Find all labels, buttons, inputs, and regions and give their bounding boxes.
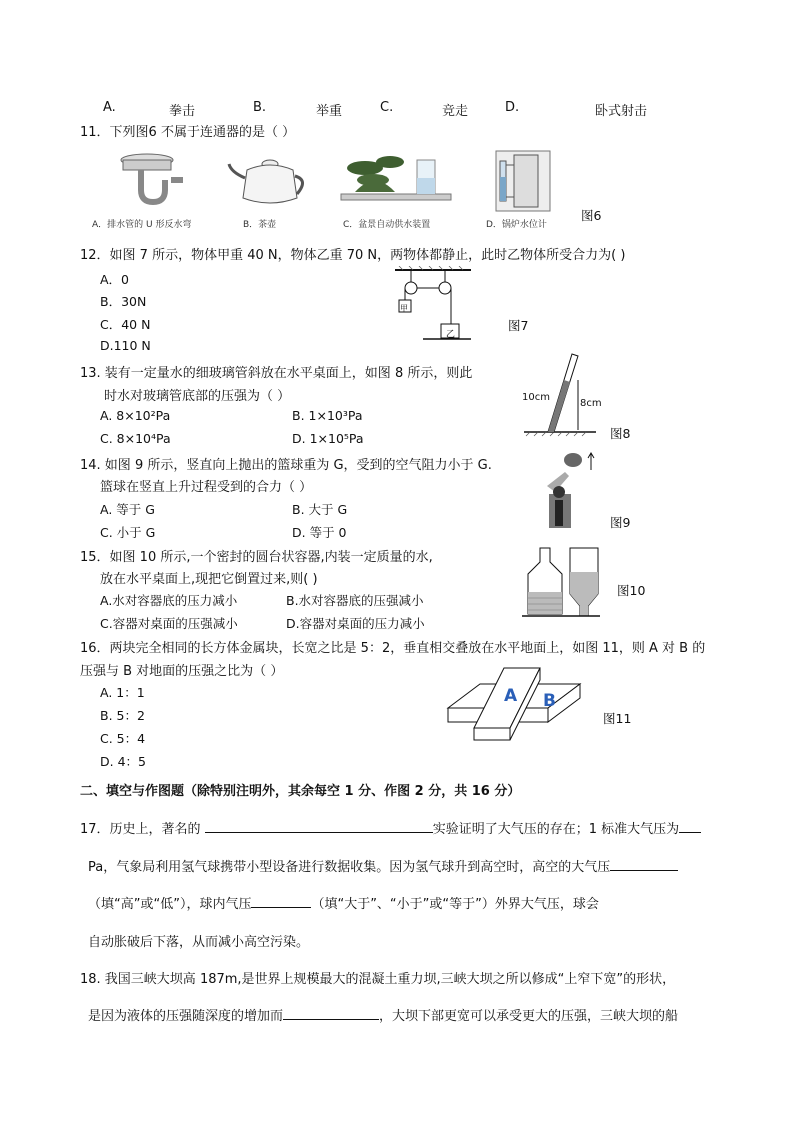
q17-blank-atm-pressure[interactable] xyxy=(679,818,701,833)
q12-stem: 12．如图 7 所示，物体甲重 40 N，物体乙重 70 N，两物体都静止，此时乙物体所受合力为( ) xyxy=(80,248,626,263)
q10-option-c-letter: C. xyxy=(380,100,394,115)
q13-stem-line1: 13. 装有一定量水的细玻璃管斜放在水平桌面上，如图 8 所示，则此 xyxy=(80,366,473,381)
q17-blank-experiment[interactable] xyxy=(205,818,433,833)
q18-line-2 xyxy=(88,1005,678,1024)
q10-options xyxy=(103,100,648,119)
q13-option-a: A. 8×10²Pa xyxy=(100,408,171,423)
q11-stem: 11．下列图6 不属于连通器的是（ ） xyxy=(80,125,296,140)
q14-stem-line1: 14. 如图 9 所示，竖直向上抛出的篮球重为 G，受到的空气阻力小于 G. xyxy=(80,458,492,473)
section-2-heading: 二、填空与作图题（除特别注明外，其余每空 1 分、作图 2 分，共 16 分） xyxy=(80,784,521,799)
drain-trap-figure xyxy=(115,150,195,218)
q11-caption-d: D．锅炉水位计 xyxy=(486,220,547,230)
inverted-container-figure xyxy=(520,544,600,624)
q16-option-b: B. 5：2 xyxy=(100,708,145,723)
q12-option-d: D.110 N xyxy=(100,338,151,353)
q16-option-a: A. 1：1 xyxy=(100,685,145,700)
teapot-figure xyxy=(225,150,315,218)
q16-option-c: C. 5：4 xyxy=(100,731,146,746)
q10-option-b-text: 举重 xyxy=(316,104,343,119)
q10-option-d-letter: D. xyxy=(505,100,520,115)
fig9-label: 图9 xyxy=(610,515,631,530)
bonsai-figure xyxy=(335,150,460,218)
q13-option-b: B. 1×10³Pa xyxy=(292,408,363,423)
q17-blank-balloon-pressure[interactable] xyxy=(251,893,311,908)
q17-text-1a: 17．历史上，著名的 xyxy=(80,822,201,837)
q17-line-2 xyxy=(88,856,678,875)
fig10-label: 图10 xyxy=(617,583,646,598)
q10-option-b-letter: B. xyxy=(253,100,267,115)
q18-line-1: 18. 我国三峡大坝高 187m,是世界上规模最大的混凝土重力坝,三峡大坝之所以修成“上窄下宽”的形状， xyxy=(80,972,676,987)
q12-option-a: A．0 xyxy=(100,272,130,287)
q13-option-d: D. 1×10⁵Pa xyxy=(292,431,364,446)
q17-line-3 xyxy=(88,893,599,912)
fig7-label: 图7 xyxy=(508,318,529,333)
fig11-label: 图11 xyxy=(603,711,632,726)
tube-height-label: 8cm xyxy=(580,398,602,409)
boiler-gauge-figure xyxy=(492,147,554,215)
q14-option-a: A. 等于 G xyxy=(100,502,155,517)
q15-option-c: C.容器对桌面的压强减小 xyxy=(100,616,238,631)
fig8-label: 图8 xyxy=(610,426,631,441)
q10-option-a-text: 拳击 xyxy=(169,104,196,119)
q17-blank-high-altitude-pressure[interactable] xyxy=(610,856,678,871)
q18-text-2b: ，大坝下部更宽可以承受更大的压强，三峡大坝的船 xyxy=(379,1009,679,1024)
q13-stem-line2: 时水对玻璃管底部的压强为（ ） xyxy=(104,389,291,404)
q12-option-c: C．40 N xyxy=(100,317,151,332)
q17-text-3b: （填“大于”、“小于”或“等于”）外界大气压，球会 xyxy=(311,897,599,912)
q11-caption-a: A．排水管的 U 形反水弯 xyxy=(92,220,192,230)
q14-option-c: C. 小于 G xyxy=(100,525,156,540)
q16-option-d: D. 4：5 xyxy=(100,754,146,769)
q16-stem-line2: 压强与 B 对地面的压强之比为（ ） xyxy=(80,664,284,679)
q12-option-b: B．30N xyxy=(100,294,147,309)
fig6-label: 图6 xyxy=(581,208,602,223)
pulley-jia-label: 甲 xyxy=(400,304,408,313)
q14-option-d: D. 等于 0 xyxy=(292,525,347,540)
q11-caption-c: C．盆景自动供水装置 xyxy=(343,220,431,230)
q15-stem-line1: 15．如图 10 所示,一个密封的圆台状容器,内装一定质量的水, xyxy=(80,550,433,565)
pulley-yi-label: 乙 xyxy=(446,330,456,340)
q18-blank-pressure-change[interactable] xyxy=(283,1005,379,1020)
q16-stem-line1: 16．两块完全相同的长方体金属块，长宽之比是 5：2，垂直相交叠放在水平地面上，如图 11，则 A 对 B 的 xyxy=(80,641,706,656)
block-a-label: A xyxy=(504,686,518,706)
q10-option-c-text: 竞走 xyxy=(442,104,469,119)
q10-option-a-letter: A. xyxy=(103,100,116,115)
q11-caption-b: B．茶壶 xyxy=(243,220,277,230)
q14-option-b: B. 大于 G xyxy=(292,502,348,517)
q17-text-3a: （填“高”或“低”），球内气压 xyxy=(88,897,252,912)
basketball-throw-figure xyxy=(535,450,601,532)
q10-option-d-text: 卧式射击 xyxy=(595,104,648,119)
q14-stem-line2: 篮球在竖直上升过程受到的合力（ ） xyxy=(100,480,313,495)
q13-option-c: C. 8×10⁴Pa xyxy=(100,431,171,446)
q17-line-1 xyxy=(80,818,701,837)
q15-option-a: A.水对容器底的压力减小 xyxy=(100,593,238,608)
block-b-label: B xyxy=(543,691,556,711)
q18-text-2a: 是因为液体的压强随深度的增加而 xyxy=(88,1009,284,1024)
q15-option-d: D.容器对桌面的压力减小 xyxy=(286,616,425,631)
q15-option-b: B.水对容器底的压强减小 xyxy=(286,593,424,608)
q17-text-2a: Pa，气象局利用氢气球携带小型设备进行数据收集。因为氢气球升到高空时，高空的大气压 xyxy=(88,860,611,875)
q15-stem-line2: 放在水平桌面上,现把它倒置过来,则( ) xyxy=(100,572,318,587)
q17-line-4: 自动胀破后下落，从而减小高空污染。 xyxy=(88,935,310,950)
tube-length-label: 10cm xyxy=(522,392,550,403)
q17-text-1b: 实验证明了大气压的存在；1 标准大气压为 xyxy=(432,822,680,837)
